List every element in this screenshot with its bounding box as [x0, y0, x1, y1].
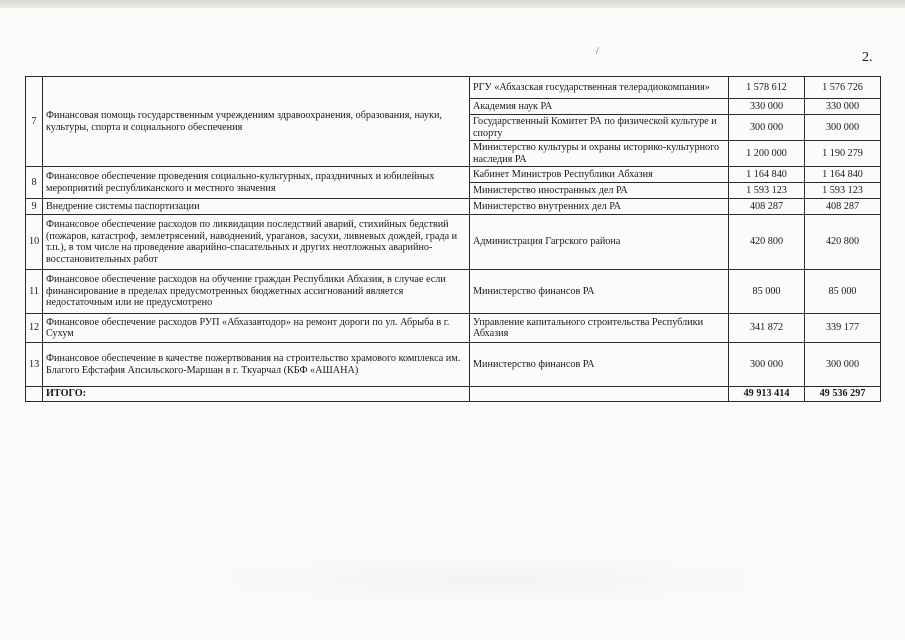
- actual-amount: 1 164 840: [805, 167, 881, 183]
- planned-amount: 1 164 840: [729, 167, 805, 183]
- actual-amount: 1 593 123: [805, 183, 881, 199]
- recipient-organization: Кабинет Министров Республики Абхазия: [470, 167, 729, 183]
- actual-amount: 330 000: [805, 99, 881, 115]
- actual-amount: 85 000: [805, 270, 881, 314]
- recipient-organization: Министерство иностранных дел РА: [470, 183, 729, 199]
- row-number: 10: [26, 215, 43, 270]
- expense-description: Внедрение системы паспортизации: [43, 199, 470, 215]
- planned-amount: 1 200 000: [729, 141, 805, 167]
- recipient-organization: Министерство культуры и охраны историко-культурного наследия РА: [470, 141, 729, 167]
- planned-amount: 341 872: [729, 314, 805, 343]
- row-number: 8: [26, 167, 43, 199]
- planned-amount: 1 593 123: [729, 183, 805, 199]
- planned-amount: 420 800: [729, 215, 805, 270]
- recipient-organization: Администрация Гагрского района: [470, 215, 729, 270]
- planned-amount: 330 000: [729, 99, 805, 115]
- planned-amount: 1 578 612: [729, 77, 805, 99]
- actual-amount: 1 190 279: [805, 141, 881, 167]
- table-row: [26, 343, 881, 387]
- expense-description: Финансовое обеспечение в качестве пожертвования на строительство храмового комплекса им. Благого Ефстафия Апсильского-Маршан в г. Ткуарчал (КБФ «АШАНА): [43, 343, 470, 387]
- table-row: [26, 77, 881, 99]
- expense-description: Финансовое обеспечение расходов по ликвидации последствий аварий, стихийных бедствий (пожаров, катастроф, землетрясений, наводнений, ураганов, засухи, ливневых дождей, града и т.п.), в том числе на проведение аварийно-спасательных и других неотложных аварийно-восстановительных работ: [43, 215, 470, 270]
- expense-description: Финансовое обеспечение расходов на обучение граждан Республики Абхазия, в случае если финансирование в пределах предусмотренных бюджетных ассигнований является недостаточным или не предусмотрено: [43, 270, 470, 314]
- recipient-organization: Министерство внутренних дел РА: [470, 199, 729, 215]
- total-row: [26, 387, 881, 402]
- recipient-organization: Управление капитального строительства Республики Абхазия: [470, 314, 729, 343]
- actual-amount: 339 177: [805, 314, 881, 343]
- total-organization-cell: [470, 387, 729, 402]
- expense-description: Финансовое обеспечение расходов РУП «Абхазавтодор» на ремонт дороги по ул. Абрыба в г. Сухум: [43, 314, 470, 343]
- recipient-organization: Министерство финансов РА: [470, 343, 729, 387]
- expense-description: Финансовое обеспечение проведения социально-культурных, праздничных и юбилейных мероприятий республиканского и местного значения: [43, 167, 470, 199]
- recipient-organization: Государственный Комитет РА по физической культуре и спорту: [470, 115, 729, 141]
- table-row: [26, 167, 881, 183]
- scan-noise: [230, 560, 750, 600]
- actual-amount: 408 287: [805, 199, 881, 215]
- total-number-cell: [26, 387, 43, 402]
- scan-top-edge: [0, 0, 905, 8]
- planned-amount: 85 000: [729, 270, 805, 314]
- planned-amount: 300 000: [729, 115, 805, 141]
- row-number: 9: [26, 199, 43, 215]
- row-number: 13: [26, 343, 43, 387]
- actual-amount: 1 576 726: [805, 77, 881, 99]
- budget-table-body: [26, 77, 881, 402]
- row-number: 11: [26, 270, 43, 314]
- actual-amount: 420 800: [805, 215, 881, 270]
- recipient-organization: Академия наук РА: [470, 99, 729, 115]
- total-actual-amount: 49 536 297: [805, 387, 881, 402]
- table-row: [26, 199, 881, 215]
- total-label: ИТОГО:: [43, 387, 470, 402]
- total-planned-amount: 49 913 414: [729, 387, 805, 402]
- table-row: [26, 270, 881, 314]
- page-number: 2.: [862, 50, 873, 65]
- recipient-organization: РГУ «Абхазская государственная телерадиокомпания»: [470, 77, 729, 99]
- table-row: [26, 215, 881, 270]
- actual-amount: 300 000: [805, 343, 881, 387]
- expense-description: Финансовая помощь государственным учреждениям здравоохранения, образования, науки, культуры, спорта и социального обеспечения: [43, 77, 470, 167]
- recipient-organization: Министерство финансов РА: [470, 270, 729, 314]
- row-number: 7: [26, 77, 43, 167]
- budget-table: [25, 76, 881, 402]
- table-row: [26, 314, 881, 343]
- actual-amount: 300 000: [805, 115, 881, 141]
- row-number: 12: [26, 314, 43, 343]
- planned-amount: 300 000: [729, 343, 805, 387]
- pen-mark: /: [596, 46, 599, 57]
- planned-amount: 408 287: [729, 199, 805, 215]
